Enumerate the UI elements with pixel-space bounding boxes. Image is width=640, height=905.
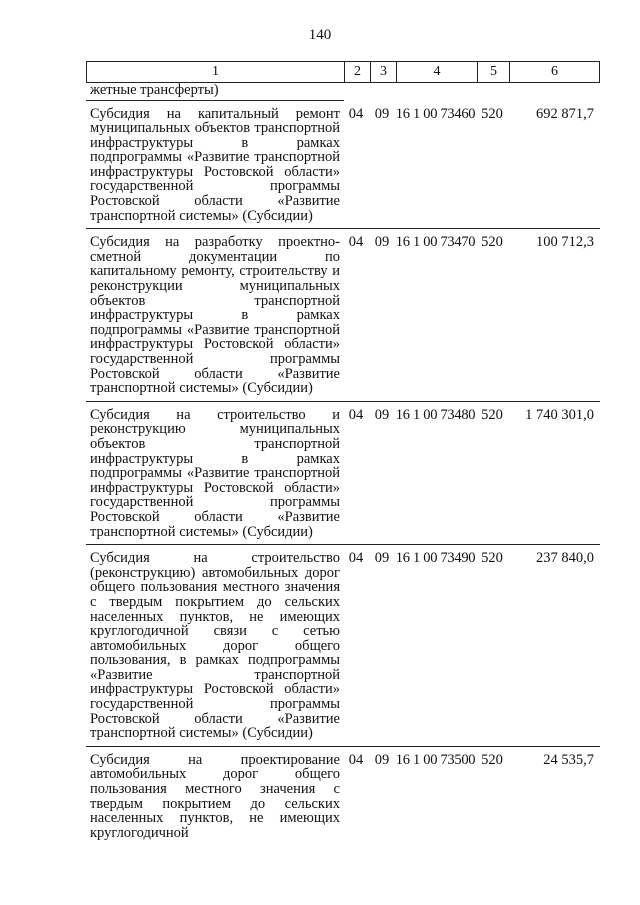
row-description: Субсидия на капитальный ремонт муниципальных объектов транспортной инфраструктуры в рамках подпрограммы «Развитие транспортной инфраструктуры Ростовской области» государственной программы Ростовской области «Развитие транспортной системы» (Субсидии) xyxy=(90,105,340,224)
page-number: 140 xyxy=(308,27,332,43)
row-csr: 16 1 00 73490 xyxy=(395,550,476,567)
row-vr: 520 xyxy=(481,550,503,567)
row-vr: 520 xyxy=(481,406,503,423)
row-vr: 520 xyxy=(481,234,503,251)
row-amount: 1 740 301,0 xyxy=(525,406,594,423)
header-col-4: 4 xyxy=(396,62,477,82)
row-rz: 04 xyxy=(348,105,364,122)
row-csr: 16 1 00 73470 xyxy=(395,234,476,251)
row-pr: 09 xyxy=(374,550,390,567)
row-csr: 16 1 00 73480 xyxy=(395,406,476,423)
table-row xyxy=(86,747,600,846)
row-amount: 100 712,3 xyxy=(536,234,594,251)
header-col-2: 2 xyxy=(344,62,370,82)
row-csr: 16 1 00 73500 xyxy=(395,751,476,768)
table-body xyxy=(86,83,600,845)
table-row xyxy=(86,101,600,230)
row-description: Субсидия на строительство (реконструкцию) автомобильных дорог общего пользования местного значения с твердым покрытием до сельских населенных пунктов, не имеющих круглогодичной связи с сетью автомобильных дорог общего пользования, в рамках подпрограммы «Развитие транспортной инфраструктуры Ростовской области» государственной программы Ростовской области «Развитие транспортной системы» (Субсидии) xyxy=(90,550,340,742)
continuation-text: жетные трансферты) xyxy=(86,83,344,101)
row-vr: 520 xyxy=(481,751,503,768)
row-description: Субсидия на строительство и реконструкцию муниципальных объектов транспортной инфраструктуры в рамках подпрограммы «Развитие транспортной инфраструктуры Ростовской области» государственной программы Ростовской области «Развитие транспортной системы» (Субсидии) xyxy=(90,406,340,540)
header-col-6: 6 xyxy=(509,62,599,82)
header-col-1: 1 xyxy=(212,64,219,79)
row-rz: 04 xyxy=(348,406,364,423)
row-pr: 09 xyxy=(374,105,390,122)
header-col-5: 5 xyxy=(477,62,509,82)
row-vr: 520 xyxy=(481,105,503,122)
row-amount: 24 535,7 xyxy=(543,751,594,768)
table-row xyxy=(86,229,600,402)
row-pr: 09 xyxy=(374,234,390,251)
row-pr: 09 xyxy=(374,406,390,423)
row-description: Субсидия на разработку проектно-сметной документации по капитальному ремонту, строительству и реконструкции муниципальных объектов транспортной инфраструктуры в рамках подпрограммы «Развитие транспортной инфраструктуры Ростовской области» государственной программы Ростовской области «Развитие транспортной системы» (Субсидии) xyxy=(90,234,340,397)
row-rz: 04 xyxy=(348,751,364,768)
table-header xyxy=(86,61,600,83)
row-rz: 04 xyxy=(348,550,364,567)
table-row xyxy=(86,402,600,545)
row-csr: 16 1 00 73460 xyxy=(395,105,476,122)
row-pr: 09 xyxy=(374,751,390,768)
row-description: Субсидия на проектирование автомобильных дорог общего пользования местного значения с твердым покрытием до сельских населенных пунктов, не имеющих круглогодичной xyxy=(90,751,340,841)
row-amount: 237 840,0 xyxy=(536,550,594,567)
header-col-3: 3 xyxy=(370,62,396,82)
table-row xyxy=(86,545,600,747)
row-rz: 04 xyxy=(348,234,364,251)
row-amount: 692 871,7 xyxy=(536,105,594,122)
